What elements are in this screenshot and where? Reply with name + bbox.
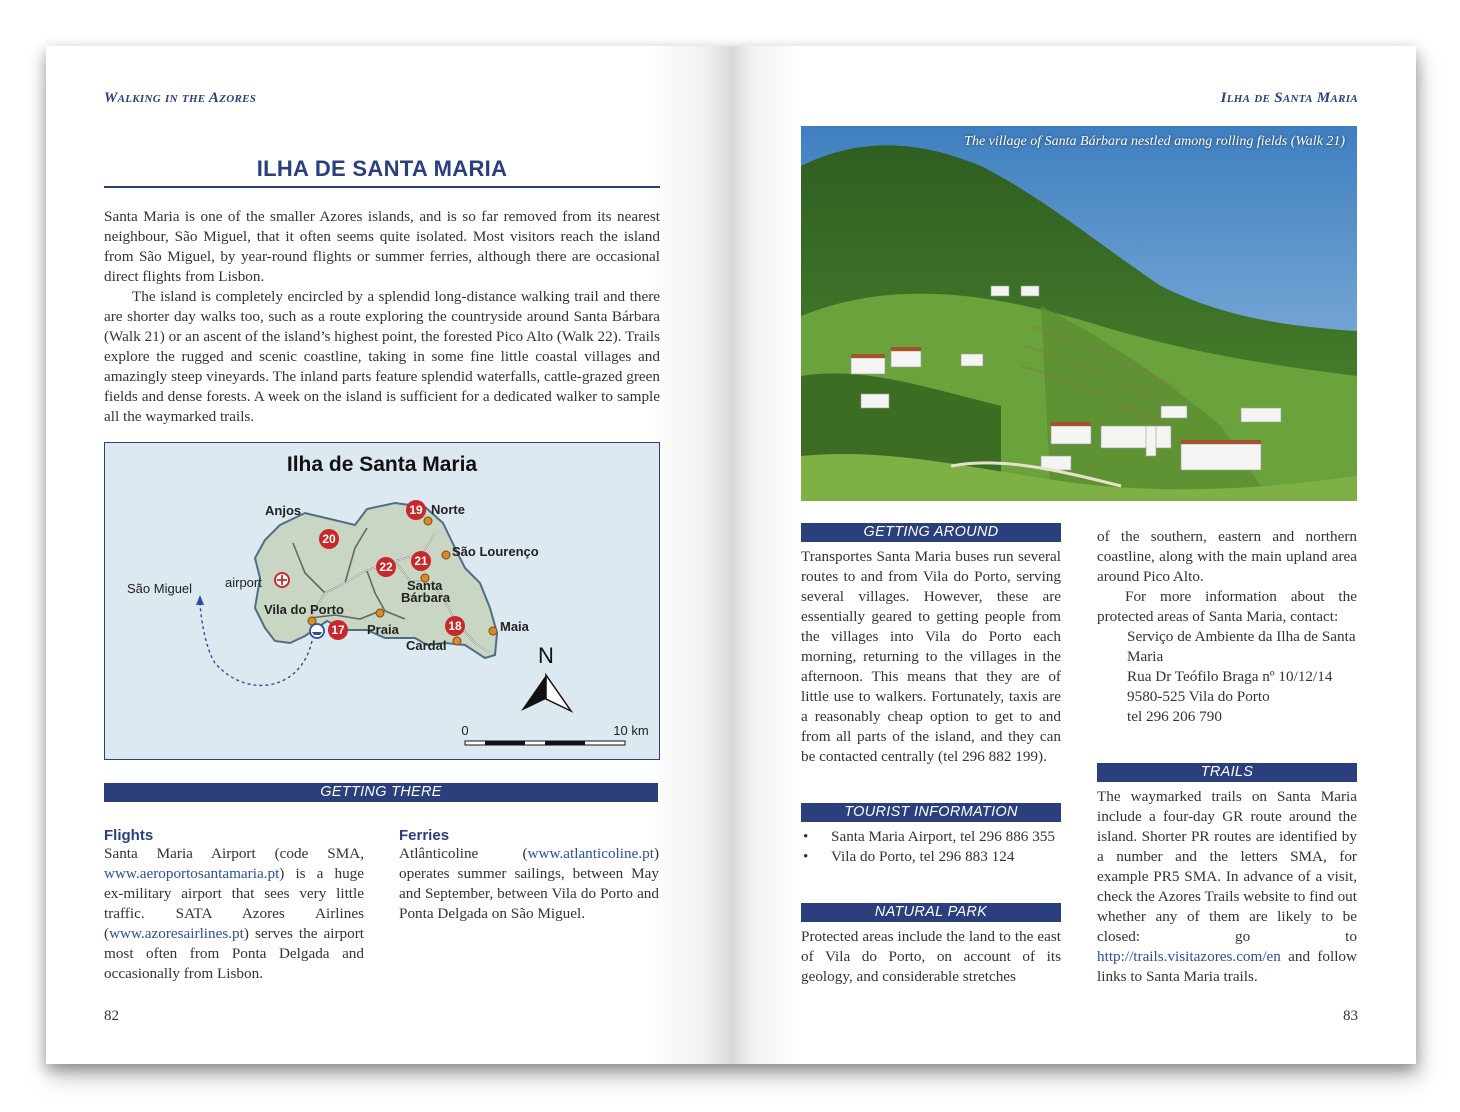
tourist-information-band: TOURIST INFORMATION: [801, 803, 1061, 822]
trails-link[interactable]: http://trails.visitazores.com/en: [1097, 948, 1281, 965]
title-rule: [104, 186, 660, 188]
map-title: Ilha de Santa Maria: [286, 453, 478, 476]
address-line: Serviço de Ambiente da Ilha de Santa Maria: [1127, 628, 1356, 665]
town-norte: [424, 517, 432, 525]
label-anjos: Anjos: [265, 503, 302, 518]
chapter-title: ILHA DE SANTA MARIA: [256, 156, 508, 181]
photo-caption: The village of Santa Bárbara nestled among rolling fields (Walk 21): [964, 134, 1345, 149]
protected-areas-paragraph-2: For more information about the protected areas of Santa Maria, contact:: [1097, 588, 1357, 625]
trails-text: [1097, 787, 1357, 987]
airport-link[interactable]: www.aeroportosantamaria.pt: [104, 865, 280, 882]
label-airport: airport: [225, 575, 262, 590]
right-page: [731, 46, 1416, 1064]
island-map: [104, 442, 660, 760]
flights-text-1: Santa Maria Airport (code SMA,: [104, 845, 364, 862]
ferries-text-1: Atlânticoline (: [399, 845, 528, 862]
right-running-head: Ilha de Santa Maria: [1220, 90, 1358, 106]
left-page: [46, 46, 731, 1064]
scale-start: 0: [461, 723, 469, 738]
photo-graphic: [801, 126, 1357, 501]
town-cardal: [453, 637, 461, 645]
ferry-icon: [310, 624, 324, 638]
trails-text-1: The waymarked trails on Santa Maria include a four-day GR route around the island. Shorter PR routes are identified by a number and the letters SMA, for example PR5 SMA. In advance of a visit, check the Azores Trails website to find out whether any of them are likely to be closed: go to: [1097, 788, 1357, 945]
village-photo: [801, 126, 1357, 501]
walk-number-22: 22: [379, 560, 393, 574]
protected-areas-text: [1097, 527, 1357, 727]
flights-text: [104, 844, 364, 984]
walk-number-19: 19: [409, 503, 423, 517]
intro-paragraph-1: Santa Maria is one of the smaller Azores islands, and is so far removed from its nearest neighbour, São Miguel, that it often seems quite isolated. Most visitors reach the island from São Miguel, by year-round flights or summer ferries, although there are occasional direct flights from Lisbon.: [104, 208, 660, 285]
contact-address: [1097, 627, 1357, 727]
airline-link[interactable]: www.azoresairlines.pt: [109, 925, 244, 942]
intro-text: [104, 207, 660, 427]
label-norte: Norte: [431, 502, 465, 517]
trails-text-2: and follow links to Santa Maria trails.: [1097, 948, 1357, 985]
trails-band: TRAILS: [1097, 763, 1357, 782]
label-barbara: Bárbara: [401, 590, 451, 605]
address-line: Rua Dr Teófilo Braga nº 10/12/14: [1127, 668, 1333, 685]
natural-park-band: NATURAL PARK: [801, 903, 1061, 922]
right-page-number: 83: [1343, 1008, 1358, 1024]
intro-paragraph-2: The island is completely encircled by a splendid long-distance walking trail and there are shorter day walks too, such as a route exploring the countryside around Santa Bárbara (Walk 21) or an ascent of the island’s highest point, the forested Pico Alto (Walk 22). Trails explore the rugged and scenic coastline, taking in some fine little coastal villages and amazingly steep vineyards. The inland parts feature splendid waterfalls, cattle-grazed green fields and dense forests. A week on the island is sufficient for a dedicated walker to sample all the waymarked trails.: [104, 288, 660, 425]
left-running-head: Walking in the Azores: [104, 90, 257, 106]
address-line: 9580-525 Vila do Porto: [1127, 688, 1270, 705]
town-maia: [489, 627, 497, 635]
town-sao-lourenco: [442, 551, 450, 559]
ferries-text-2: ) operates summer sailings, between May and September, between Vila do Porto and Ponta Delgada on São Miguel.: [399, 845, 659, 922]
north-label: N: [538, 643, 554, 668]
flights-column: [104, 827, 364, 984]
getting-there-band: GETTING THERE: [104, 783, 658, 802]
book-spread: [46, 46, 1416, 1064]
label-vila-do-porto: Vila do Porto: [264, 602, 344, 617]
walk-number-21: 21: [414, 554, 428, 568]
walk-number-20: 20: [322, 532, 336, 546]
flights-heading: Flights: [104, 827, 154, 844]
label-sao-miguel: São Miguel: [127, 581, 193, 596]
map-graphic: [105, 443, 659, 759]
ferries-column: [399, 827, 659, 924]
label-cardal: Cardal: [406, 638, 447, 653]
town-praia: [376, 609, 384, 617]
flights-text-2: ) is a huge ex-military airport that sees very little traffic. SATA Azores Airlines (: [104, 865, 364, 942]
left-page-number: 82: [104, 1008, 119, 1024]
ferry-arrow: [196, 595, 204, 605]
list-item: • Santa Maria Airport, tel 296 886 355: [801, 827, 1061, 847]
walk-number-17: 17: [331, 623, 345, 637]
label-sao-lourenco: São Lourenço: [452, 544, 539, 559]
flights-text-3: ) serves the airport most often from Ponta Delgada and occasionally from Lisbon.: [104, 925, 364, 982]
natural-park-text: Protected areas include the land to the east of Vila do Porto, on account of its geology, and considerable stretches: [801, 928, 1061, 985]
getting-around-text: Transportes Santa Maria buses run several routes to and from Vila do Porto, serving several villages. However, these are essentially geared to getting people from the villages into Vila do Porto each morning, returning to the villages in the afternoon. This means that they are of little use to walkers. Fortunately, taxis are a reasonably cheap option to get to and from all parts of the island, and they can be contacted centrally (tel 296 882 199).: [801, 548, 1061, 765]
protected-areas-paragraph-1: of the southern, eastern and northern coastline, along with the main upland area around Pico Alto.: [1097, 528, 1357, 585]
address-line: tel 296 206 790: [1127, 708, 1222, 725]
label-praia: Praia: [367, 622, 399, 637]
getting-around-band: GETTING AROUND: [801, 523, 1061, 542]
scale-end: 10 km: [613, 723, 649, 738]
walk-number-18: 18: [448, 619, 462, 633]
ferries-text: [399, 844, 659, 924]
label-maia: Maia: [500, 619, 529, 634]
north-arrow-icon: [521, 675, 546, 711]
list-item: • Vila do Porto, tel 296 883 124: [801, 847, 1061, 867]
tourist-information-list: [801, 827, 1061, 867]
ferry-link[interactable]: www.atlanticoline.pt: [527, 845, 654, 862]
label-santa: Santa: [407, 578, 443, 593]
ferries-heading: Ferries: [399, 827, 450, 844]
